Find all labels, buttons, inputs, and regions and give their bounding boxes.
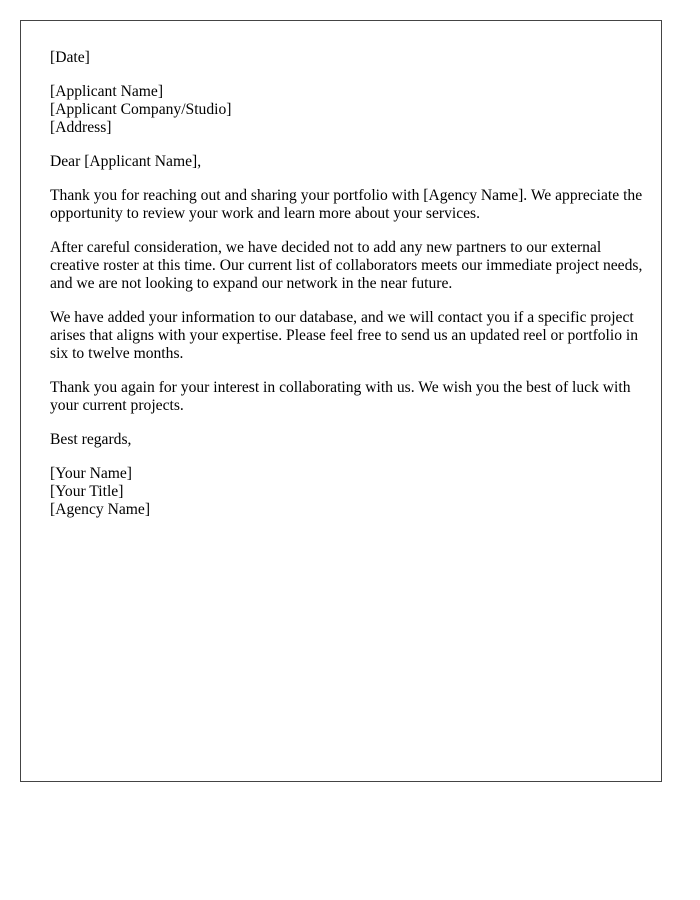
signature-agency: [Agency Name] <box>50 501 151 518</box>
signature-block <box>50 465 650 519</box>
salutation: Dear [Applicant Name], <box>50 153 202 170</box>
closing: Best regards, <box>50 431 132 448</box>
paragraph-decision: After careful consideration, we have decided not to add any new partners to our external creative roster at this time. Our current list of collaborators meets our immediate project needs, and we are not looking to expand our network in the near future. <box>50 239 643 292</box>
recipient-block <box>50 83 650 137</box>
paragraph-database: We have added your information to our database, and we will contact you if a specific project arises that aligns with your expertise. Please feel free to send us an updated reel or portfolio in six to twelve months. <box>50 309 639 362</box>
signature-name: [Your Name] <box>50 465 133 482</box>
recipient-company: [Applicant Company/Studio] <box>50 101 232 118</box>
letter-page <box>20 20 662 782</box>
letter-body <box>50 49 650 535</box>
paragraph-thanks: Thank you again for your interest in collaborating with us. We wish you the best of luck with your current projects. <box>50 379 631 414</box>
paragraph-intro: Thank you for reaching out and sharing your portfolio with [Agency Name]. We appreciate the opportunity to review your work and learn more about your services. <box>50 187 643 222</box>
letter-date: [Date] <box>50 49 90 66</box>
recipient-address: [Address] <box>50 119 112 136</box>
signature-title: [Your Title] <box>50 483 124 500</box>
recipient-name: [Applicant Name] <box>50 83 164 100</box>
date-block <box>50 49 650 67</box>
